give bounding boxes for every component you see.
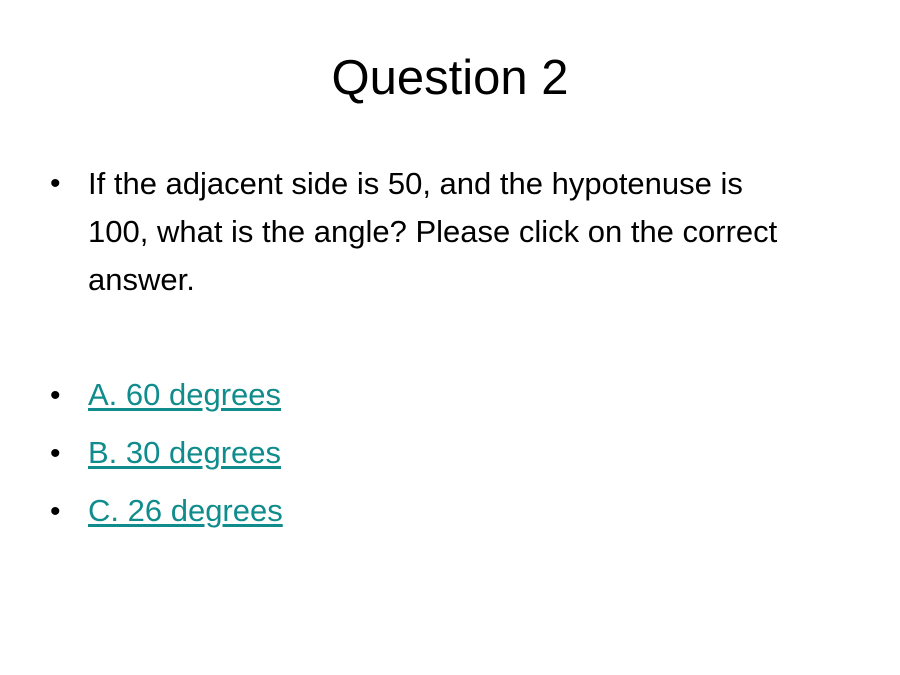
answer-option-b[interactable]: B. 30 degrees	[88, 435, 282, 470]
bullet-icon: •	[50, 495, 61, 528]
bullet-icon: •	[50, 437, 61, 470]
list-item	[50, 430, 850, 478]
question-bullet-row	[50, 160, 850, 304]
answer-option-c[interactable]: C. 26 degrees	[88, 493, 283, 528]
question-block	[50, 160, 850, 304]
page-title: Question 2	[331, 51, 569, 105]
bullet-icon: •	[50, 379, 61, 412]
bullet-icon: •	[50, 167, 61, 200]
answer-option-a[interactable]: A. 60 degrees	[88, 377, 282, 412]
question-text: If the adjacent side is 50, and the hypotenuse is 100, what is the angle? Please click on the correct answer.	[88, 166, 778, 297]
list-item	[50, 372, 850, 420]
answer-list	[50, 372, 850, 546]
list-item	[50, 488, 850, 536]
